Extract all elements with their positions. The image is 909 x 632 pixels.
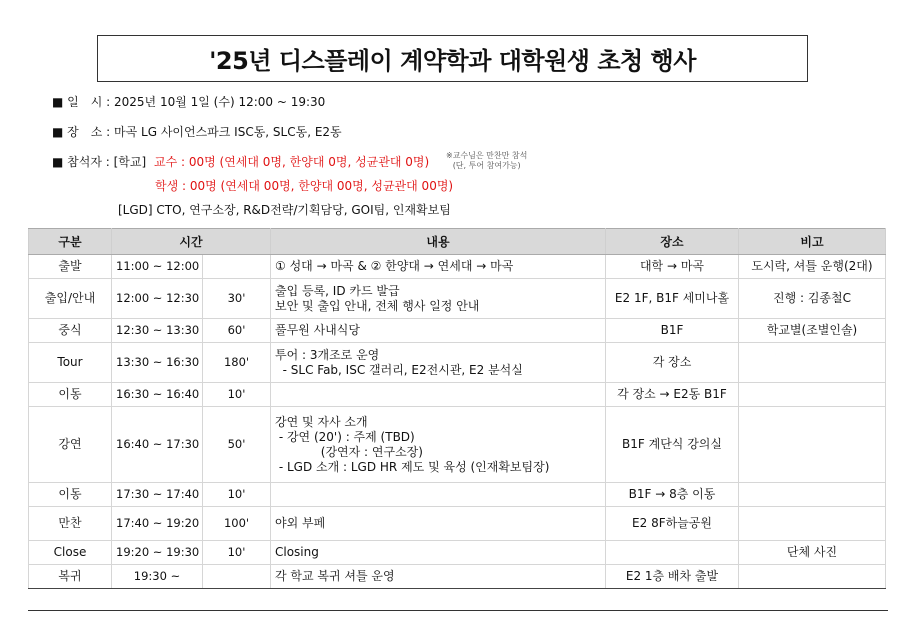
row-content — [271, 565, 606, 589]
content-line: 각 학교 복귀 셔틀 운영 — [275, 569, 395, 583]
row-time: 12:30 ~ 13:30 — [112, 319, 203, 343]
bottom-divider — [28, 610, 888, 611]
row-content — [271, 507, 606, 541]
row-duration: 180' — [203, 343, 271, 383]
header-category: 구분 — [29, 229, 112, 255]
header-place: 장소 — [606, 229, 739, 255]
row-content — [271, 541, 606, 565]
row-content — [271, 279, 606, 319]
row-category: 이동 — [29, 383, 112, 407]
table-row — [29, 507, 886, 541]
row-place — [606, 541, 739, 565]
row-note — [739, 407, 886, 483]
row-duration — [203, 565, 271, 589]
attendees-label: ■ 참석자 : [학교] — [52, 155, 147, 169]
row-place: E2 8F하늘공원 — [606, 507, 739, 541]
row-content — [271, 319, 606, 343]
content-line: - SLC Fab, ISC 갤러리, E2전시관, E2 분석실 — [275, 362, 523, 377]
lgd-label: [LGD] — [118, 203, 153, 217]
row-duration: 30' — [203, 279, 271, 319]
row-time: 11:00 ~ 12:00 — [112, 255, 203, 279]
content-line: 투어 : 3개조로 운영 — [275, 347, 380, 362]
date-line — [52, 93, 325, 110]
row-note — [739, 343, 886, 383]
place-value: 마곡 LG 사이언스파크 ISC동, SLC동, E2동 — [114, 125, 342, 139]
row-note — [739, 383, 886, 407]
row-note — [739, 483, 886, 507]
note-line-1: ※교수님은 만찬만 참석 — [446, 151, 528, 160]
row-duration: 50' — [203, 407, 271, 483]
table-row — [29, 541, 886, 565]
row-time: 19:20 ~ 19:30 — [112, 541, 203, 565]
row-content — [271, 255, 606, 279]
row-time: 16:40 ~ 17:30 — [112, 407, 203, 483]
content-line: 야외 부페 — [275, 516, 326, 530]
content-line: 출입 등록, ID 카드 발급 — [275, 283, 400, 298]
row-place: 각 장소 — [606, 343, 739, 383]
content-line: - LGD 소개 : LGD HR 제도 및 육성 (인재확보팀장) — [275, 459, 550, 474]
row-content — [271, 343, 606, 383]
header-content: 내용 — [271, 229, 606, 255]
row-category: 강연 — [29, 407, 112, 483]
row-time: 12:00 ~ 12:30 — [112, 279, 203, 319]
content-line: Closing — [275, 545, 319, 559]
date-label: ■ 일 시 : — [52, 95, 115, 109]
content-line: (강연자 : 연구소장) — [275, 444, 423, 459]
row-time: 16:30 ~ 16:40 — [112, 383, 203, 407]
content-line: ① 성대 → 마곡 & ② 한양대 → 연세대 → 마곡 — [275, 259, 514, 273]
note-line-2: (단, 투어 참여가능) — [452, 161, 521, 170]
row-content — [271, 383, 606, 407]
row-place: B1F 계단식 강의실 — [606, 407, 739, 483]
schedule-table — [28, 228, 886, 589]
place-label: ■ 장 소 : — [52, 125, 115, 139]
table-row — [29, 279, 886, 319]
attendees-line — [52, 153, 429, 170]
lgd-attendees: CTO, 연구소장, R&D전략/기획담당, GOI팀, 인재확보팀 — [156, 203, 451, 217]
row-content — [271, 407, 606, 483]
date-value: 2025년 10월 1일 (수) 12:00 ~ 19:30 — [114, 95, 326, 109]
row-place: 각 장소 → E2동 B1F — [606, 383, 739, 407]
row-time: 17:40 ~ 19:20 — [112, 507, 203, 541]
row-time: 19:30 ~ — [112, 565, 203, 589]
page-title: '25년 디스플레이 계약학과 대학원생 초청 행사 — [97, 35, 808, 82]
content-line: 강연 및 자사 소개 — [275, 414, 368, 429]
lgd-line — [118, 201, 451, 218]
table-row — [29, 319, 886, 343]
row-duration: 10' — [203, 541, 271, 565]
table-row — [29, 383, 886, 407]
row-category: 출발 — [29, 255, 112, 279]
table-row — [29, 483, 886, 507]
row-duration: 100' — [203, 507, 271, 541]
row-place: E2 1F, B1F 세미나홀 — [606, 279, 739, 319]
row-category: 중식 — [29, 319, 112, 343]
row-duration: 60' — [203, 319, 271, 343]
row-duration: 10' — [203, 383, 271, 407]
row-place: E2 1층 배차 출발 — [606, 565, 739, 589]
place-line — [52, 123, 342, 140]
professor-count: 교수 : 00명 (연세대 0명, 한양대 0명, 성균관대 0명) — [153, 155, 430, 169]
row-duration: 10' — [203, 483, 271, 507]
row-note: 단체 사진 — [739, 541, 886, 565]
row-note — [739, 507, 886, 541]
row-category: 이동 — [29, 483, 112, 507]
row-category: 복귀 — [29, 565, 112, 589]
row-note: 학교별(조별인솔) — [739, 319, 886, 343]
student-count: 학생 : 00명 (연세대 00명, 한양대 00명, 성균관대 00명) — [155, 179, 454, 193]
professor-note — [446, 151, 527, 171]
table-row — [29, 407, 886, 483]
row-category: Close — [29, 541, 112, 565]
table-row — [29, 255, 886, 279]
header-note: 비고 — [739, 229, 886, 255]
row-category: 만찬 — [29, 507, 112, 541]
table-row — [29, 565, 886, 589]
row-time: 13:30 ~ 16:30 — [112, 343, 203, 383]
row-note — [739, 565, 886, 589]
row-note: 진행 : 김종철C — [739, 279, 886, 319]
content-line: 풀무원 사내식당 — [275, 323, 360, 337]
row-duration — [203, 255, 271, 279]
row-content — [271, 483, 606, 507]
content-line: - 강연 (20') : 주제 (TBD) — [275, 429, 415, 444]
row-place: 대학 → 마곡 — [606, 255, 739, 279]
row-time: 17:30 ~ 17:40 — [112, 483, 203, 507]
header-time: 시간 — [112, 229, 271, 255]
row-place: B1F → 8층 이동 — [606, 483, 739, 507]
row-place: B1F — [606, 319, 739, 343]
table-row — [29, 343, 886, 383]
row-category: 출입/안내 — [29, 279, 112, 319]
row-note: 도시락, 셔틀 운행(2대) — [739, 255, 886, 279]
row-category: Tour — [29, 343, 112, 383]
table-header-row — [29, 229, 886, 255]
content-line: 보안 및 출입 안내, 전체 행사 일정 안내 — [275, 298, 480, 313]
